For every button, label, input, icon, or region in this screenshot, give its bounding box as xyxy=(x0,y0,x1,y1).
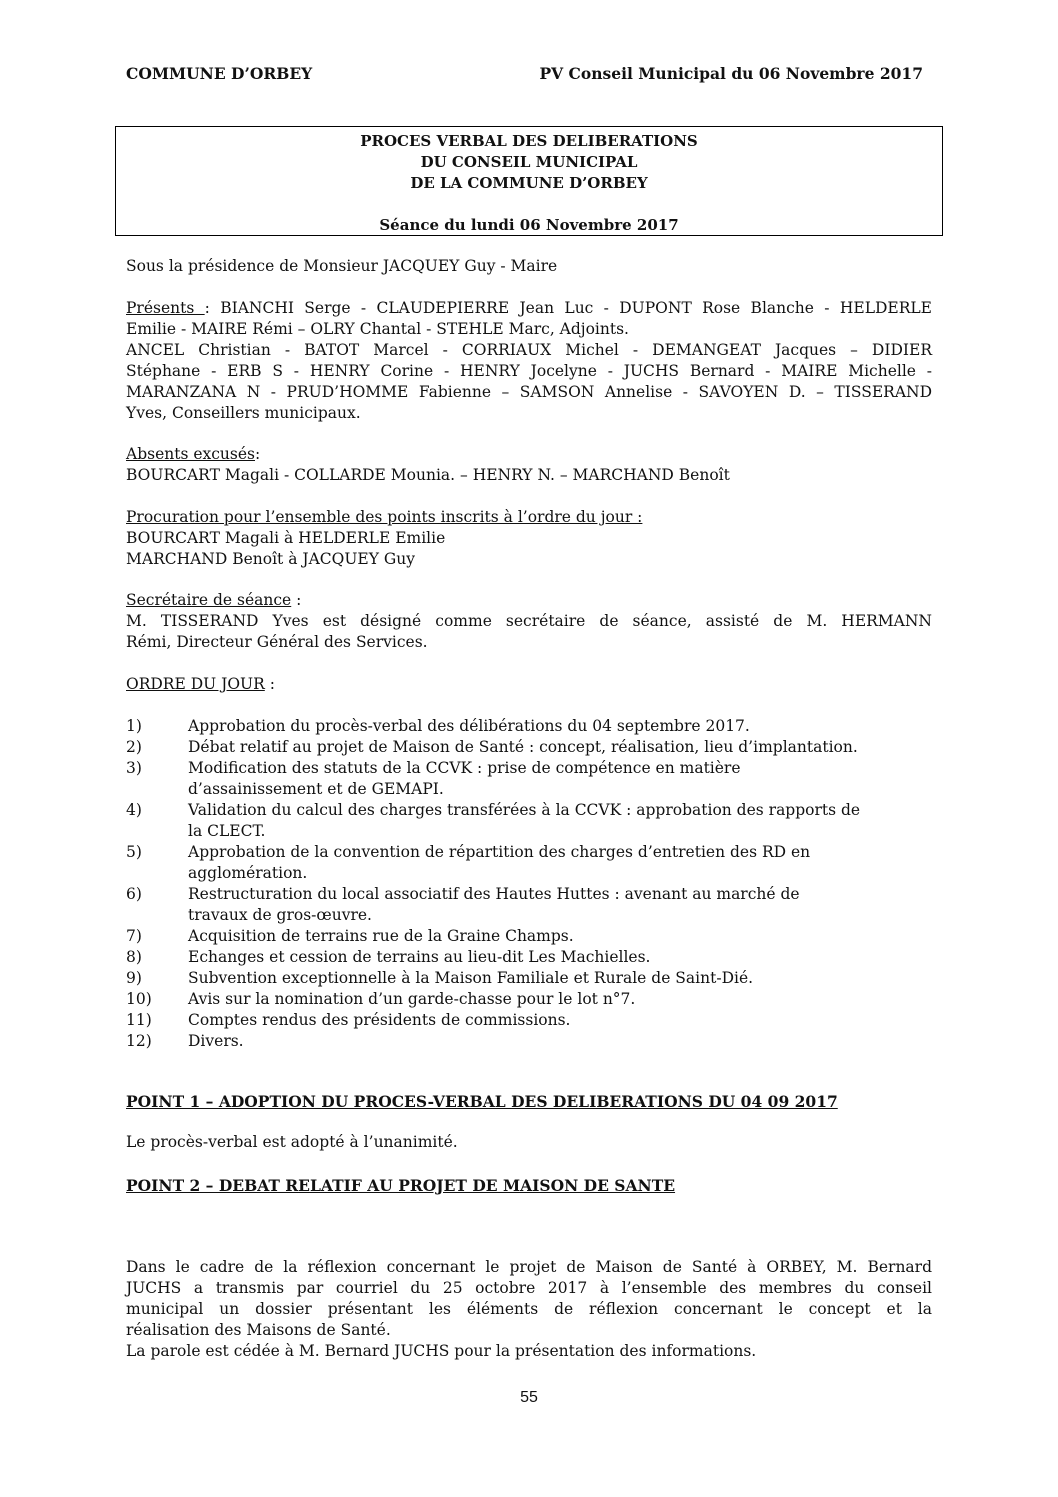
agenda-number xyxy=(126,821,188,842)
point1-text: Le procès-verbal est adopté à l’unanimité. xyxy=(126,1133,458,1151)
header-pv-title: PV Conseil Municipal du 06 Novembre 2017 xyxy=(539,64,923,83)
agenda-text: Divers. xyxy=(188,1032,244,1050)
agenda-item xyxy=(126,884,932,905)
agenda-number xyxy=(126,779,188,800)
agenda-item xyxy=(126,968,932,989)
agenda-number: 11) xyxy=(126,1011,152,1029)
agenda-text: travaux de gros-œuvre. xyxy=(188,906,372,924)
ordre-label: ORDRE DU JOUR xyxy=(126,675,265,693)
procuration-section xyxy=(126,507,932,570)
presents-label: Présents xyxy=(126,299,205,317)
agenda-text: Validation du calcul des charges transférées à la CCVK : approbation des rapports de xyxy=(188,801,861,819)
agenda-item xyxy=(126,779,932,800)
title-line: DE LA COMMUNE D’ORBEY xyxy=(410,174,648,192)
agenda-number: 2) xyxy=(126,738,142,756)
agenda-number: 7) xyxy=(126,927,142,945)
agenda-number: 6) xyxy=(126,885,142,903)
agenda-item xyxy=(126,989,932,1010)
point2-title: POINT 2 – DEBAT RELATIF AU PROJET DE MAISON DE SANTE xyxy=(126,1176,676,1195)
presents-line: Présents : BIANCHI Serge - CLAUDEPIERRE Jean Luc - DUPONT Rose Blanche - HELDERLE xyxy=(126,299,933,317)
procuration-line: BOURCART Magali à HELDERLE Emilie xyxy=(126,529,446,547)
presents-line: ANCEL Christian - BATOT Marcel - CORRIAUX Michel - DEMANGEAT Jacques – DIDIER xyxy=(126,341,932,359)
point2-line: JUCHS a transmis par courriel du 25 octobre 2017 à l’ensemble des membres du conseil xyxy=(126,1279,932,1297)
agenda-text: Echanges et cession de terrains au lieu-dit Les Machielles. xyxy=(188,948,651,966)
absents-section: Absents excusés: BOURCART Magali - COLLARDE Mounia. – HENRY N. – MARCHAND Benoît xyxy=(126,444,932,486)
presidence: Sous la présidence de Monsieur JACQUEY Guy - Maire xyxy=(126,257,558,275)
presents-section xyxy=(126,298,932,424)
agenda-item xyxy=(126,716,932,737)
presents-line: Emilie - MAIRE Rémi – OLRY Chantal - STEHLE Marc, Adjoints. xyxy=(126,320,629,338)
point2-line: municipal un dossier présentant les éléments de réflexion concernant le concept et la xyxy=(126,1300,932,1318)
agenda-text: agglomération. xyxy=(188,864,308,882)
agenda-text: d’assainissement et de GEMAPI. xyxy=(188,780,444,798)
agenda-item xyxy=(126,800,932,821)
agenda-number: 9) xyxy=(126,969,142,987)
point2-line: Dans le cadre de la réflexion concernant le projet de Maison de Santé à ORBEY, M. Bernard xyxy=(126,1258,932,1276)
agenda-item xyxy=(126,863,932,884)
agenda-text: Approbation du procès-verbal des délibérations du 04 septembre 2017. xyxy=(188,717,750,735)
agenda-number xyxy=(126,905,188,926)
agenda-text: Comptes rendus des présidents de commissions. xyxy=(188,1011,571,1029)
title-line: PROCES VERBAL DES DELIBERATIONS xyxy=(360,132,698,150)
secretaire-section: Secrétaire de séance : M. TISSERAND Yves est désigné comme secrétaire de séance, assisté de M. HERMANN Rémi, Directeur Général des Services. xyxy=(126,591,932,651)
agenda-text: la CLECT. xyxy=(188,822,266,840)
presents-rest xyxy=(126,319,932,424)
procuration-line: MARCHAND Benoît à JACQUEY Guy xyxy=(126,550,416,568)
agenda-item xyxy=(126,905,932,926)
presents-line: Stéphane - ERB S - HENRY Corine - HENRY Jocelyne - JUCHS Bernard - MAIRE Michelle - xyxy=(126,362,932,380)
header-commune: COMMUNE D’ORBEY xyxy=(126,64,313,83)
title-box xyxy=(115,126,943,236)
agenda-item xyxy=(126,947,932,968)
point2-line: réalisation des Maisons de Santé. xyxy=(126,1321,391,1339)
agenda-item xyxy=(126,842,932,863)
ordre-section: ORDRE DU JOUR : 1) Approbation du procès-verbal des délibérations du 04 septembre 2017. 2) Débat relatif au projet de Maison de Santé : concept, réalisation, lieu d’implantation. 3) Modification des statuts de la CCVK : prise de compétence en matière d’assainissement et de GEMAPI. 4) Validation du calcul des charges transférées à la CCVK : approbation des rapports de la CLECT. 5) Approbation de la convention de répartition des charges d’entretien des RD en agglomération. 6) Restructuration du local associatif des Hautes Huttes : avenant au marché de travaux de gros-œuvre. 7) Acquisition de terrains rue de la Graine Champs. 8) Echanges et cession de terrains au lieu-dit Les Machielles. 9) Subvention exceptionnelle à la Maison Familiale et Rurale de Saint-Dié. 10) Avis sur la nomination d’un garde-chasse pour le lot n°7. 11) Comptes rendus des présidents de commissions. 12) Divers. xyxy=(126,674,932,1052)
agenda-text: Acquisition de terrains rue de la Graine Champs. xyxy=(188,927,574,945)
agenda-number: 3) xyxy=(126,759,142,777)
procuration-label: Procuration pour l’ensemble des points inscrits à l’ordre du jour : xyxy=(126,508,643,526)
absents-list: BOURCART Magali - COLLARDE Mounia. – HENRY N. – MARCHAND Benoît xyxy=(126,466,730,484)
secretaire-line: M. TISSERAND Yves est désigné comme secrétaire de séance, assisté de M. HERMANN xyxy=(126,612,932,630)
agenda-text: Restructuration du local associatif des Hautes Huttes : avenant au marché de xyxy=(188,885,800,903)
presents-line: Yves, Conseillers municipaux. xyxy=(126,404,361,422)
agenda-text: Modification des statuts de la CCVK : prise de compétence en matière xyxy=(188,759,741,777)
agenda-text: Approbation de la convention de répartition des charges d’entretien des RD en xyxy=(188,843,811,861)
point1-title: POINT 1 – ADOPTION DU PROCES-VERBAL DES DELIBERATIONS DU 04 09 2017 xyxy=(126,1092,838,1111)
agenda-item xyxy=(126,737,932,758)
page-number: 55 xyxy=(520,1389,538,1406)
seance-date: Séance du lundi 06 Novembre 2017 xyxy=(379,216,679,234)
agenda-number: 10) xyxy=(126,990,152,1008)
agenda-number: 8) xyxy=(126,948,142,966)
point2-line: La parole est cédée à M. Bernard JUCHS pour la présentation des informations. xyxy=(126,1342,757,1360)
point2-body xyxy=(126,1257,932,1362)
agenda-item xyxy=(126,926,932,947)
agenda-item xyxy=(126,1031,932,1052)
agenda-text: Avis sur la nomination d’un garde-chasse pour le lot n°7. xyxy=(188,990,636,1008)
agenda-item xyxy=(126,1010,932,1031)
secretaire-line: Rémi, Directeur Général des Services. xyxy=(126,633,428,651)
agenda-item xyxy=(126,821,932,842)
agenda-number: 12) xyxy=(126,1032,152,1050)
agenda-text: Subvention exceptionnelle à la Maison Familiale et Rurale de Saint-Dié. xyxy=(188,969,754,987)
agenda-number: 5) xyxy=(126,843,142,861)
secretaire-label: Secrétaire de séance xyxy=(126,591,292,609)
absents-label: Absents excusés xyxy=(126,445,255,463)
agenda-item xyxy=(126,758,932,779)
agenda-number: 4) xyxy=(126,801,142,819)
ordre-list xyxy=(126,716,932,1052)
presents-line: MARANZANA N - PRUD’HOMME Fabienne – SAMSON Annelise - SAVOYEN D. – TISSERAND xyxy=(126,383,932,401)
agenda-number: 1) xyxy=(126,717,142,735)
agenda-text: Débat relatif au projet de Maison de Santé : concept, réalisation, lieu d’implantation. xyxy=(188,738,858,756)
title-line: DU CONSEIL MUNICIPAL xyxy=(420,153,638,171)
agenda-number xyxy=(126,863,188,884)
